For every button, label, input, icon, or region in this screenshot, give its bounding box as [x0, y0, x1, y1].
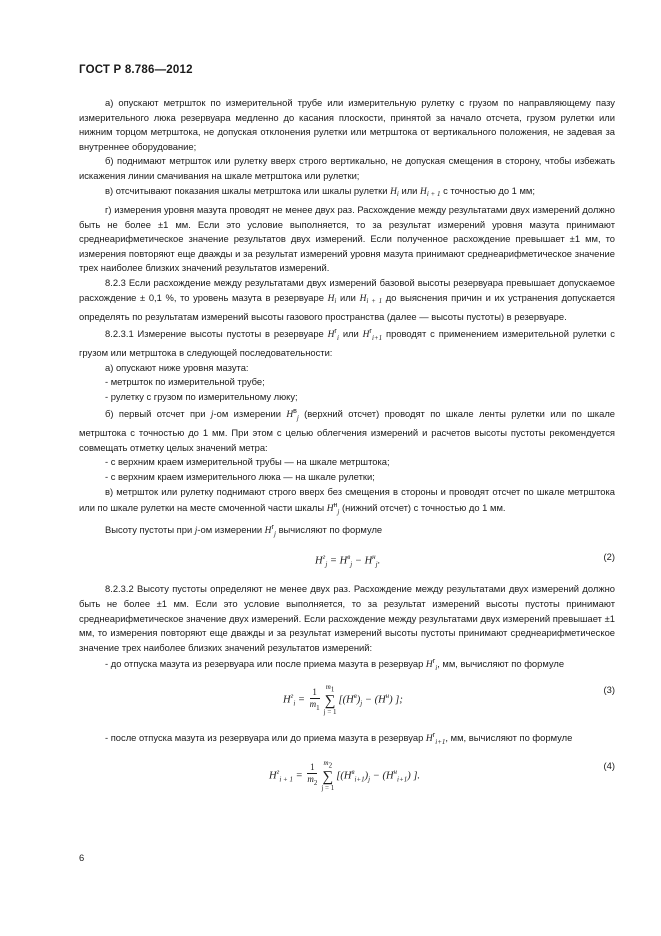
paragraph: 8.2.3.1 Измерение высоты пустоты в резервуаре $H^г_i$ или $H^г_{i+1}$ проводят с применением измерительной рулетки с грузом или метрштока в следующей последовательности: [79, 327, 615, 359]
paragraph: - с верхним краем измерительной трубы — на шкале метрштока; [105, 456, 390, 468]
paragraph: - метршток по измерительной трубе; [105, 376, 265, 388]
paragraph: Высоту пустоты при j-ом измерении $H^г_j$ вычисляют по формуле [105, 523, 383, 538]
paragraph: - рулетку с грузом по измерительному люку; [105, 391, 298, 403]
formula-4 [79, 759, 615, 799]
paragraph: г) измерения уровня мазута проводят не менее двух раз. Расхождение между результатами двух измерений должно быть не более ±1 мм. Если это условие выполняется, то за результат измерений уровня мазута принимают среднеарифметическое значение результатов двух измерений. Если полученное расхождение превышает ±1 мм, то измерения повторяют еще дважды и за результат измерений уровня мазута принимают среднеарифметическое значение трех наиболее близких значений результатов измерений. [79, 204, 615, 274]
paragraph: а) опускают метршток по измерительной трубе или измерительную рулетку с грузом по направляющему пазу измерительного люка резервуара медленно до касания плоскости, принятой за начало отсчета, грузом рулетки или нижним торцом метрштока, не допуская отклонения рулетки или метрштока от вертикального положения, не задевая за внутреннее оборудование; [79, 97, 615, 152]
paragraph: - до отпуска мазута из резервуара или после приема мазута в резервуар $H^г_i$, мм, вычисляют по формуле [105, 658, 565, 673]
paragraph: в) метршток или рулетку поднимают строго вверх без смещения в стороны и проводят отсчет по шкале метрштока или по шкале рулетки на месте смоченной части шкалы $H^н_j$ (нижний отсчет) с точностью до 1 мм. [79, 485, 615, 517]
paragraph: - с верхним краем измерительного люка — на шкале рулетки; [105, 471, 375, 482]
paragraph: б) первый отсчет при j-ом измерении $H^в_j$ (верхний отсчет) проводят по шкале ленты рулетки или по шкале метрштока с точностью до 1 мм. При этом с целью облегчения измерений и расчетов высоты пустоты рекомендуется совмещать отметку целых значений метра: [79, 407, 615, 453]
formula-2-number: (2) [603, 551, 615, 563]
formula-2 [79, 550, 615, 572]
formula-3 [79, 683, 615, 723]
paragraph: 8.2.3 Если расхождение между результатами двух измерений базовой высоты резервуара превышает допускаемое расхождение ± 0,1 %, то уровень мазута в резервуаре $H_i$ или $H_{i + 1}$ до выяснения причин и их устранения допускается определять по результатам измерений высоты газового пространства (далее — высоты пустоты) в резервуаре. [79, 277, 615, 323]
formula-4-expression: $H^г_{i + 1}$ = $\frac{1}{m_2}$ $m_2$ ∑ j = 1 [$(H^в_{i+1})_j - (H^н_{i+1})$ ]. [269, 758, 421, 792]
paragraph: б) поднимают метршток или рулетку вверх строго вертикально, не допуская смещения в сторону, чтобы избежать искажения линии смачивания на шкале метрштока или рулетки; [79, 155, 615, 181]
paragraph: - после отпуска мазута из резервуара или до приема мазута в резервуар $H^г_{i+1}$, мм, вычисляют по формуле [105, 731, 573, 746]
document-body [79, 96, 615, 799]
formula-2-expression: $H^г_j = H^в_j - H^н_j$. [315, 553, 381, 569]
formula-3-number: (3) [603, 683, 615, 695]
paragraph: в) отсчитывают показания шкалы метрштока или шкалы рулетки $H_i$ или $H_{i + 1}$ с точностью до 1 мм; [105, 184, 535, 199]
paragraph: а) опускают ниже уровня мазута: [105, 361, 249, 373]
document-header: ГОСТ Р 8.786—2012 [79, 64, 193, 76]
formula-3-expression: $H^г_i$ = $\frac{1}{m_1}$ $m_1$ ∑ j = 1 [$(H^в)_j - (H^н)$ ]; [283, 682, 403, 717]
paragraph: 8.2.3.2 Высоту пустоты определяют не менее двух раз. Расхождение между результатами двух измерений должно быть не более ±1 мм. Если это условие выполняется, то за результат измерений высоты пустоты принимают среднеарифметическое значение двух измерений. Если расхождение между результатами двух измерений превышает ±1 мм, то измерения повторяют еще дважды и за результат измерений высоты пустоты принимают среднеарифметическое значение трех наиболее близких значений результатов измерений: [79, 583, 615, 653]
formula-4-number: (4) [603, 759, 615, 771]
page-number: 6 [79, 852, 85, 863]
